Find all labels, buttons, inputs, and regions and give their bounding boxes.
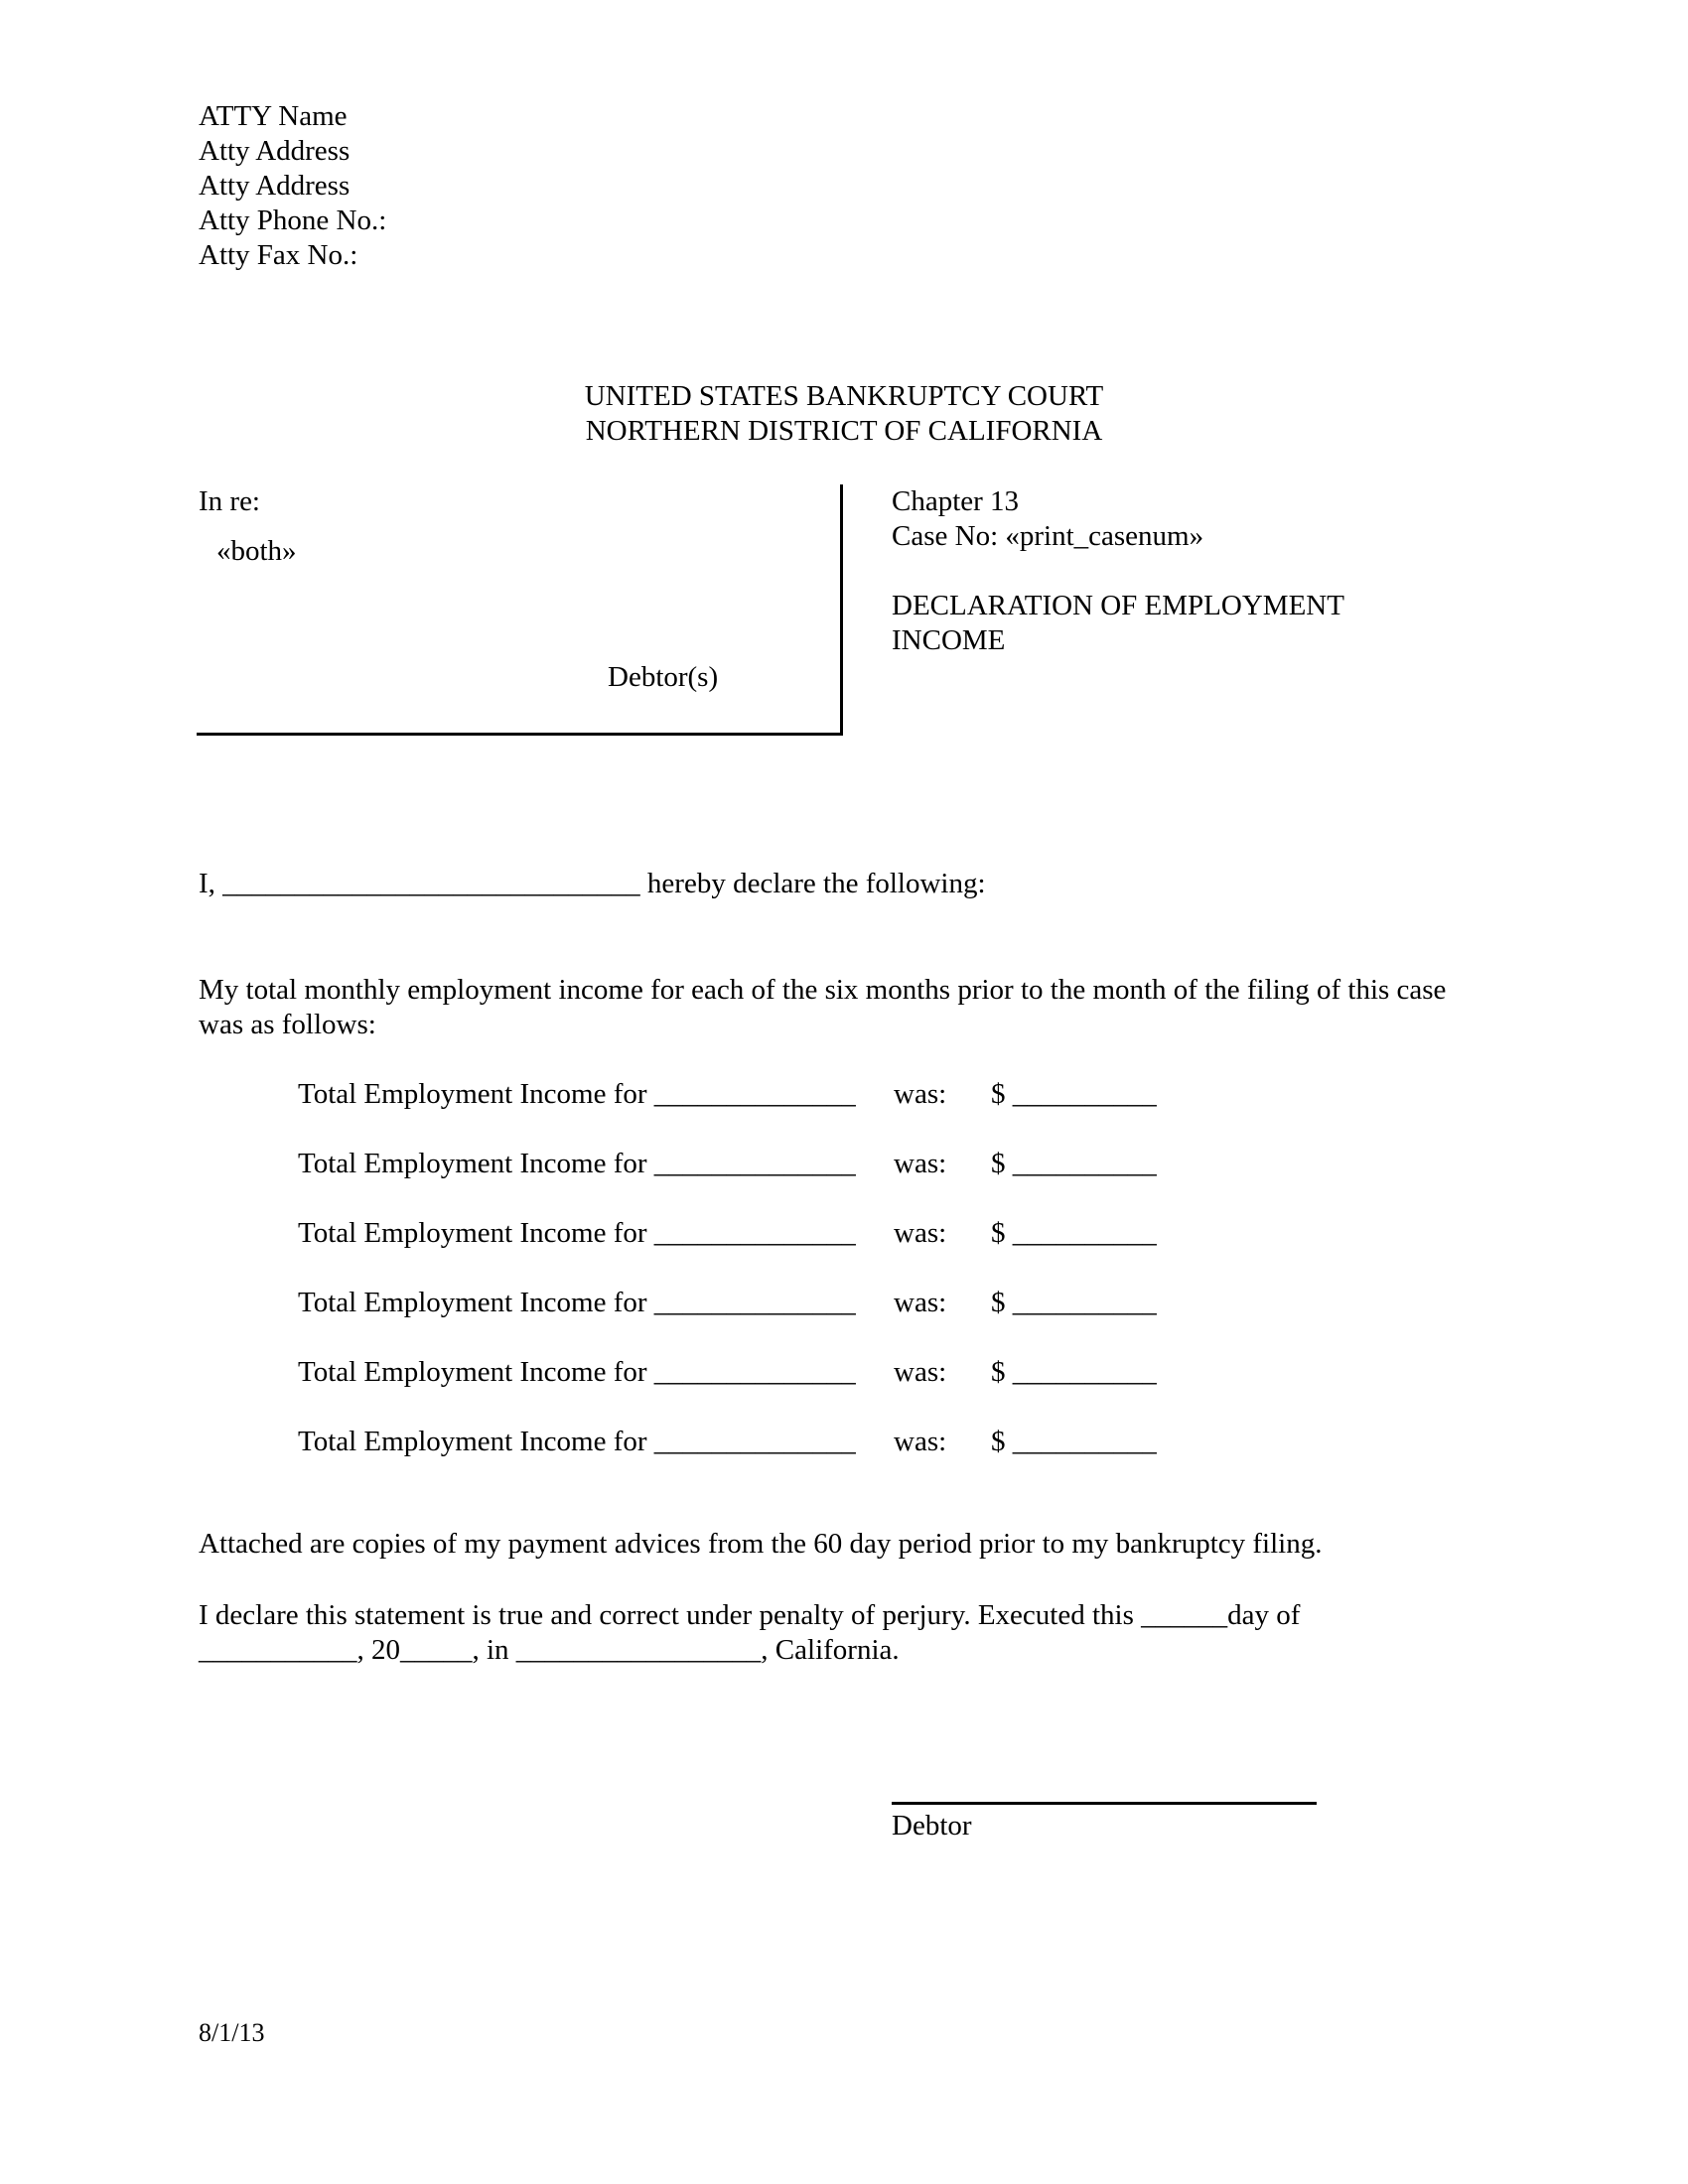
caption-box	[197, 484, 843, 736]
income-month-blank[interactable]: Total Employment Income for ______________	[298, 1356, 856, 1388]
debtor-name: «both»	[216, 535, 297, 567]
income-amount-blank[interactable]: $ __________	[991, 1426, 1157, 1457]
court-heading	[0, 379, 1688, 449]
attorney-address-2: Atty Address	[199, 170, 351, 202]
income-row	[298, 1077, 1192, 1112]
declare-prefix: I,	[199, 868, 215, 899]
income-month-blank[interactable]: Total Employment Income for ______________	[298, 1217, 856, 1249]
perjury-line-2[interactable]: ___________, 20_____, in _________________, California.	[199, 1634, 900, 1666]
was-label: was:	[894, 1287, 947, 1318]
document-title: DECLARATION OF EMPLOYMENT INCOME	[892, 590, 1344, 656]
case-info	[892, 484, 1203, 554]
intro-paragraph: My total monthly employment income for each of the six months prior to the month of the filing of this case was as follows:	[199, 974, 1447, 1040]
was-label: was:	[894, 1217, 947, 1249]
declaration-line	[199, 867, 986, 901]
income-row	[298, 1355, 1192, 1390]
attorney-address-1: Atty Address	[199, 135, 351, 167]
was-label: was:	[894, 1148, 947, 1179]
declare-suffix: hereby declare the following:	[646, 868, 986, 899]
attorney-block	[199, 99, 386, 273]
court-name: UNITED STATES BANKRUPTCY COURT	[584, 380, 1104, 412]
income-amount-blank[interactable]: $ __________	[991, 1287, 1157, 1318]
was-label: was:	[894, 1356, 947, 1388]
signature-line[interactable]	[892, 1802, 1317, 1805]
debtor-label: Debtor(s)	[608, 661, 719, 693]
income-row	[298, 1147, 1192, 1181]
income-month-blank[interactable]: Total Employment Income for ______________	[298, 1148, 856, 1179]
income-amount-blank[interactable]: $ __________	[991, 1078, 1157, 1110]
income-row	[298, 1425, 1192, 1459]
perjury-line-1[interactable]: I declare this statement is true and correct under penalty of perjury. Executed this ______day of	[199, 1599, 1301, 1631]
case-number: Case No: «print_casenum»	[892, 520, 1204, 552]
perjury-statement	[199, 1598, 1300, 1668]
income-month-blank[interactable]: Total Employment Income for ______________	[298, 1078, 856, 1110]
attorney-fax: Atty Fax No.:	[199, 239, 358, 271]
declarant-name-blank[interactable]: _____________________________	[222, 868, 640, 899]
was-label: was:	[894, 1078, 947, 1110]
in-re-label: In re:	[199, 485, 260, 517]
chapter-label: Chapter 13	[892, 485, 1020, 517]
attached-statement: Attached are copies of my payment advices from the 60 day period prior to my bankruptcy filing.	[199, 1528, 1323, 1560]
was-label: was:	[894, 1426, 947, 1457]
income-month-blank[interactable]: Total Employment Income for ______________	[298, 1426, 856, 1457]
income-amount-blank[interactable]: $ __________	[991, 1217, 1157, 1249]
attorney-name: ATTY Name	[199, 100, 348, 132]
income-month-blank[interactable]: Total Employment Income for ______________	[298, 1287, 856, 1318]
footer-date: 8/1/13	[199, 2018, 265, 2047]
attorney-phone: Atty Phone No.:	[199, 205, 387, 236]
signature-label: Debtor	[892, 1810, 972, 1842]
income-amount-blank[interactable]: $ __________	[991, 1356, 1157, 1388]
income-row	[298, 1286, 1192, 1320]
income-amount-blank[interactable]: $ __________	[991, 1148, 1157, 1179]
income-row	[298, 1216, 1192, 1251]
court-district: NORTHERN DISTRICT OF CALIFORNIA	[585, 415, 1103, 447]
